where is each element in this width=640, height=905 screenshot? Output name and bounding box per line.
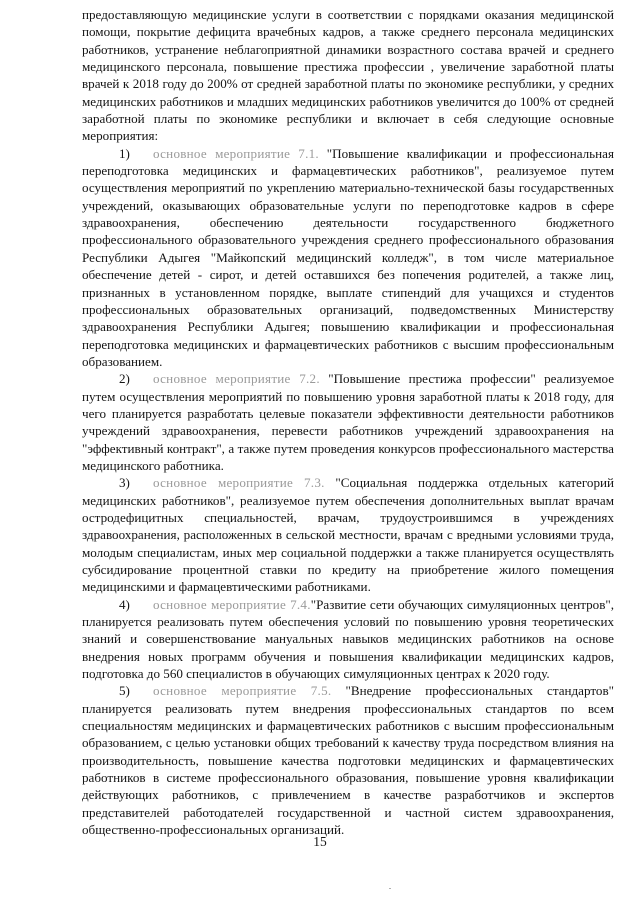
- list-item-3: [82, 474, 614, 595]
- item-lead: основное мероприятие 7.1.: [153, 145, 319, 161]
- item-text: "Развитие сети обучающих симуляционных центров", планируется реализовать путем обеспечения условий по повышению уровня теоретических знаний и совершенствование мануальных навыков медицинских работников на основе внедрения новых программ обучения и повышения квалификации медицинских кадров, подготовка до 560 специалистов в обучающих симуляционных центрах к 2020 году.: [82, 596, 614, 682]
- item-number: 4): [119, 596, 130, 612]
- item-text: "Повышение престижа профессии" реализуемое путем осуществления мероприятий по повышению уровня заработной платы к 2018 году, для чего планируется разработать целевые показатели эффективности деятельности работников учреждений здравоохранения, перевести работников учреждений здравоохранения на "эффективный контракт", а также путем проведения конкурсов профессионального мастерства медицинского работника.: [82, 371, 615, 473]
- list-item-4: [82, 596, 614, 683]
- scan-speck: [389, 888, 391, 889]
- item-number: 2): [119, 371, 130, 387]
- list-item-2: [82, 370, 614, 474]
- item-text: "Внедрение профессиональных стандартов" планируется реализовать путем внедрения профессиональных стандартов по всем специальностям медицинских и фармацевтических работников с высшим профессиональным образованием, с целью установки общих требований к качеству труда посредством влияния на производительность, повышение качества подготовки медицинских и фармацевтических работников в системе профессионального образования, повышение уровня квалификации действующих работников, с привлечением в качестве разработчиков и экспертов представителей работодателей государственной и частной систем здравоохранения, общественно-профессиональных организаций.: [82, 683, 614, 838]
- item-lead: основное мероприятие 7.5.: [153, 683, 332, 699]
- item-text: "Повышение квалификации и профессиональная переподготовка медицинских и фармацевтических работников", реализуемое путем осуществления мероприятий по укреплению материально-технической базы государственных учреждений, оказывающих образовательные услуги по переподготовке кадров в сфере здравоохранения, обеспечению деятельности государственного бюджетного профессионального образовательного учреждения среднего профессионального образования Республики Адыгея "Майкопский медицинский колледж", в том числе материальное обеспечение детей - сирот, и детей оставшихся без попечения родителей, а также лиц, признанных в установленном порядке, выплате стипендий для учащихся и студентов профессиональных образовательных организаций, подведомственных Министерству здравоохранения Республики Адыгея; повышению квалификации и профессиональная переподготовка медицинских и фармацевтических работников с высшим профессиональным образованием.: [82, 145, 614, 369]
- item-text: "Социальная поддержка отдельных категорий медицинских работников", реализуемое путем обеспечения дополнительных выплат врачам остродефицитных специальностей, врачам, трудоустроившимся в учреждениях здравоохранения, расположенных в сельской местности, врачам с вредными условиями труда, молодым специалистам, иных мер социальной поддержки а также планируется осуществлять субсидирование процентной ставки по кредиту на приобретение жилого помещения медицинскими и фармацевтическими работниками.: [82, 475, 615, 595]
- item-number: 1): [119, 145, 130, 161]
- item-lead: основное мероприятие 7.3.: [153, 475, 325, 491]
- item-number: 5): [119, 683, 130, 699]
- item-lead: основное мероприятие 7.2.: [153, 371, 320, 387]
- list-item-1: [82, 145, 614, 370]
- body-text: [82, 6, 614, 839]
- item-lead: основное мероприятие 7.4.: [153, 596, 311, 612]
- list-item-5: [82, 682, 614, 838]
- page-number: 15: [313, 834, 327, 849]
- item-number: 3): [119, 475, 130, 491]
- intro-paragraph: предоставляющую медицинские услуги в соответствии с порядками оказания медицинской помощи, покрытие дефицита врачебных кадров, а также среднего персонала медицинских работников, устранение неблагоприятной динамики возрастного состава врачей и среднего медицинского персонала, повышение престижа профессии , увеличение заработной платы врачей к 2018 году до 200% от средней заработной платы по экономике республики, у средних медицинских работников и младших медицинских работников увеличится до 100% от средней заработной платы по экономике республики и включает в себя следующие основные мероприятия:: [82, 7, 614, 144]
